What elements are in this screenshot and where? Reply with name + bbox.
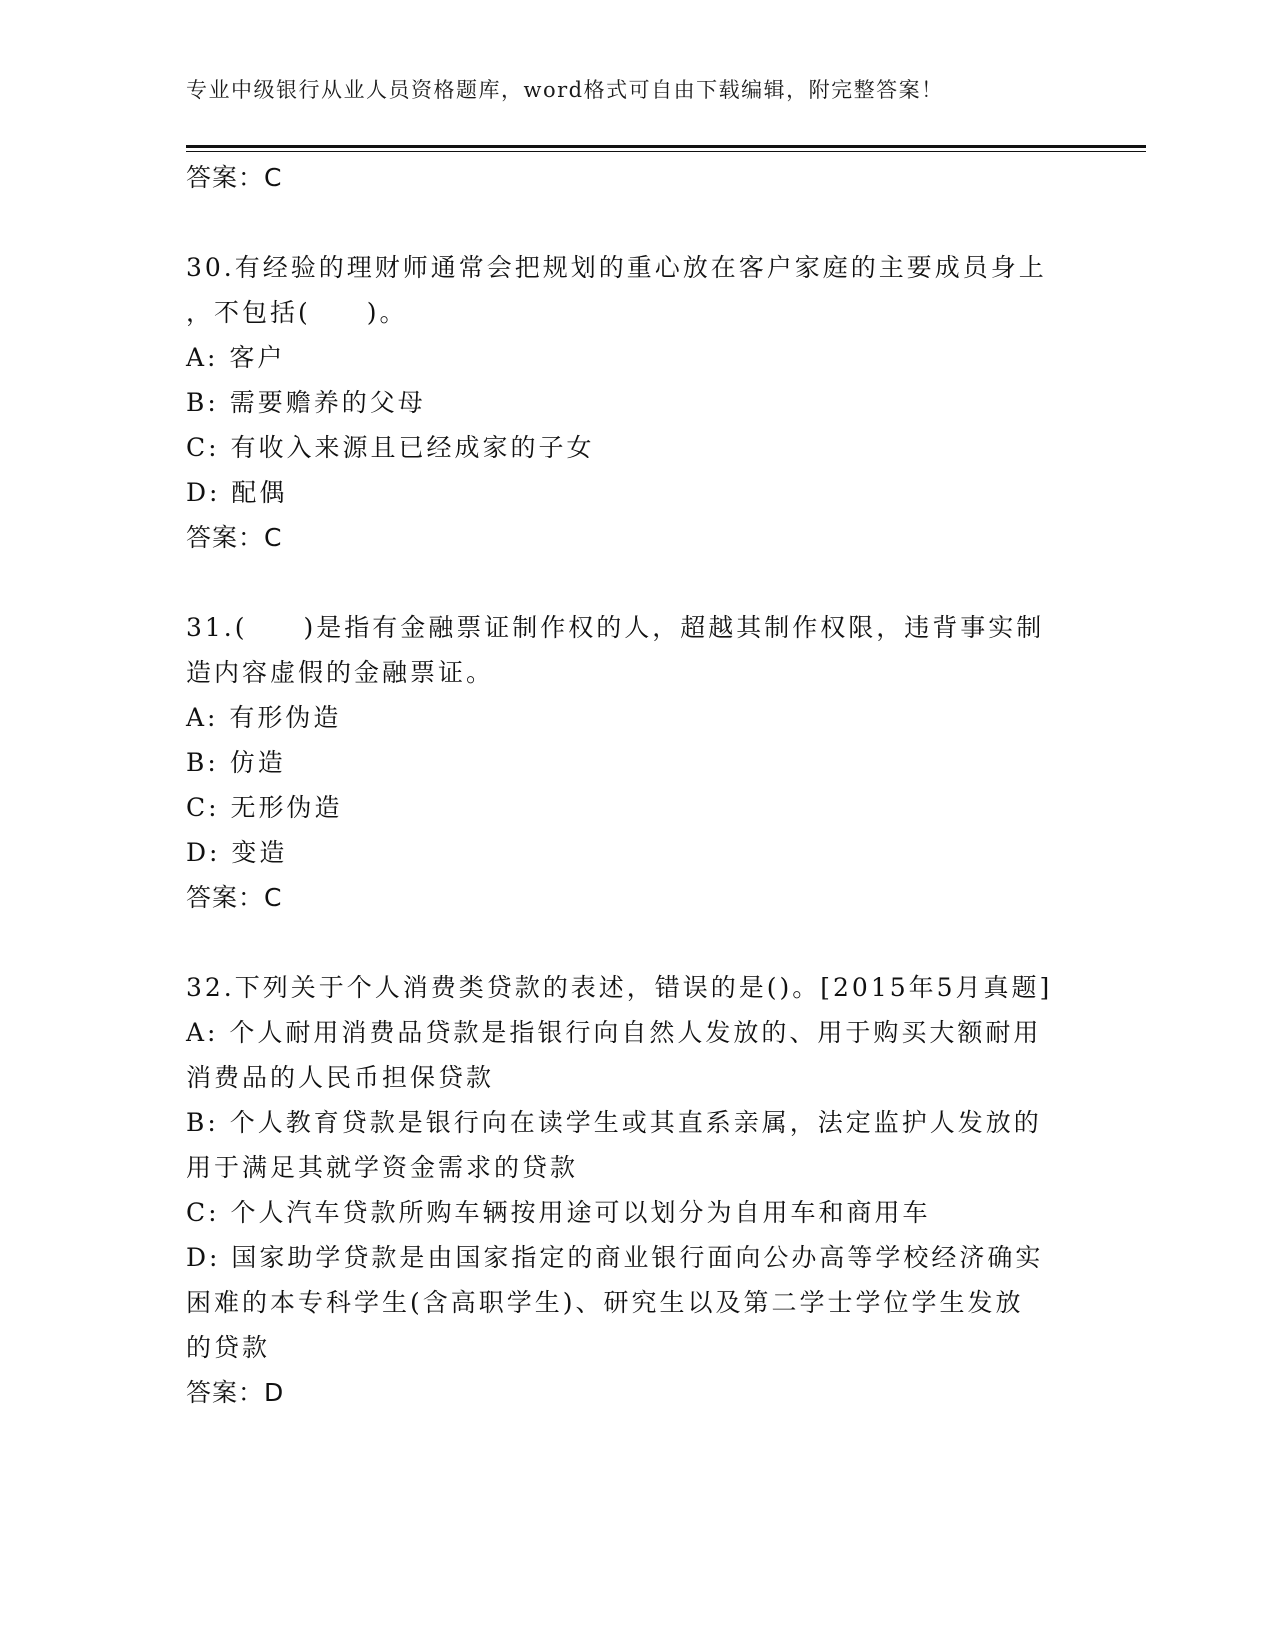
option-d: D: 变造: [186, 838, 288, 867]
option-d-continued: 的贷款: [186, 1333, 271, 1362]
option-d: D: 国家助学贷款是由国家指定的商业银行面向公办高等学校经济确实: [186, 1243, 1044, 1272]
option-b-continued: 用于满足其就学资金需求的贷款: [186, 1153, 579, 1182]
option-b: B: 个人教育贷款是银行向在读学生或其直系亲属，法定监护人发放的: [186, 1108, 1042, 1137]
question-stem: 30.有经验的理财师通常会把规划的重心放在客户家庭的主要成员身上: [186, 253, 1047, 282]
question-32: [186, 965, 1086, 1415]
header-rule: [186, 145, 1146, 148]
question-stem: 造内容虚假的金融票证。: [186, 658, 495, 687]
option-c: C: 个人汽车贷款所购车辆按用途可以划分为自用车和商用车: [186, 1198, 931, 1227]
option-c: C: 有收入来源且已经成家的子女: [186, 433, 595, 462]
answer-29: 答案：C: [186, 163, 283, 192]
spacer: [186, 560, 1086, 605]
option-d: D: 配偶: [186, 478, 288, 507]
option-a: A: 有形伪造: [186, 703, 342, 732]
question-stem: 31.( )是指有金融票证制作权的人，超越其制作权限，违背事实制: [186, 613, 1045, 642]
spacer: [186, 920, 1086, 965]
question-stem: 32.下列关于个人消费类贷款的表述，错误的是()。[2015年5月真题]: [186, 973, 1053, 1002]
page-header: 专业中级银行从业人员资格题库，word格式可自由下载编辑，附完整答案！: [186, 78, 944, 102]
answer-30: 答案：C: [186, 523, 283, 552]
question-30: [186, 245, 1086, 560]
option-c: C: 无形伪造: [186, 793, 343, 822]
answer-32: 答案：D: [186, 1378, 285, 1407]
document-body: [186, 155, 1086, 1415]
option-a: A: 客户: [186, 343, 286, 372]
option-a: A: 个人耐用消费品贷款是指银行向自然人发放的、用于购买大额耐用: [186, 1018, 1042, 1047]
option-b: B: 需要赡养的父母: [186, 388, 426, 417]
question-stem: ，不包括( )。: [186, 298, 408, 327]
question-31: [186, 605, 1086, 920]
spacer: [186, 200, 1086, 245]
header-rule-thin: [186, 151, 1146, 152]
option-a-continued: 消费品的人民币担保贷款: [186, 1063, 495, 1092]
option-b: B: 仿造: [186, 748, 286, 777]
option-d-continued: 困难的本专科学生(含高职学生)、研究生以及第二学士学位学生发放: [186, 1288, 1024, 1317]
answer-31: 答案：C: [186, 883, 283, 912]
